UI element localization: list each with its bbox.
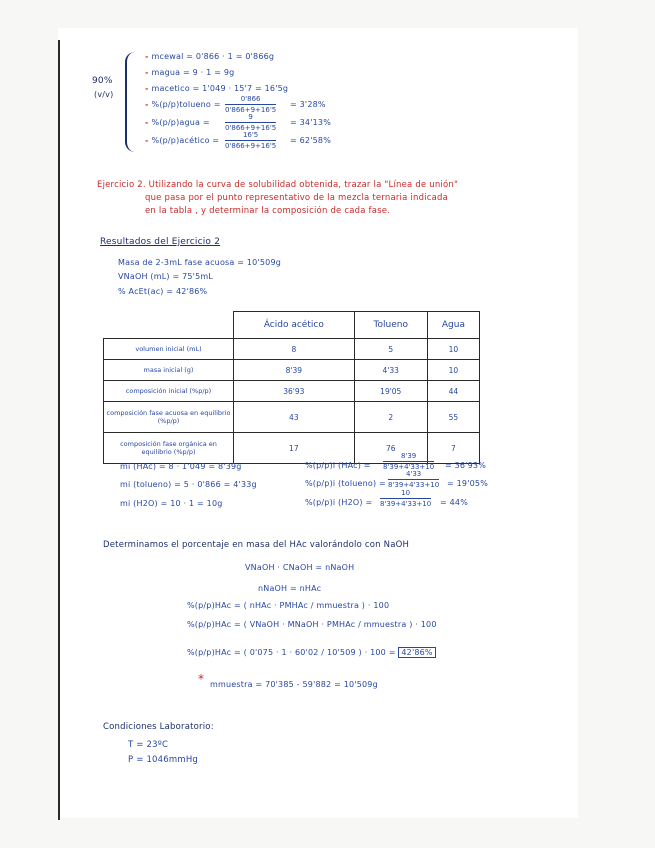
table-row xyxy=(104,360,480,381)
percent-frac-1: $\frac{0'866}{0'866+9+16'5}$ xyxy=(225,95,277,114)
table-cell: 55 xyxy=(427,402,479,433)
table-cell: 10 xyxy=(427,339,479,360)
comp-calc-2-frac: $\frac{4'33}{8'39+4'33+10}$ xyxy=(388,470,440,489)
percent-label: 90% xyxy=(92,76,113,86)
results-line-1: Masa de 2-3mL fase acuosa = 10'509g xyxy=(118,258,282,267)
result-box: 42'86% xyxy=(398,647,435,658)
table-header-water: Agua xyxy=(427,312,479,339)
comp-calc-1-prefix: %(p/p)i (HAc) = xyxy=(305,461,371,470)
results-line-2: VNaOH (mL) = 75'5mL xyxy=(118,272,214,281)
lab-pressure: P = 1046mmHg xyxy=(128,755,199,765)
table-header-toluene: Tolueno xyxy=(354,312,427,339)
table-cell: 19'05 xyxy=(354,381,427,402)
equation-4: %(p/p)HAc = ( VNaOH · MNaOH · PMHAc / mmuestra ) · 100 xyxy=(187,620,437,629)
exercise2-line-2: que pasa por el punto representativo de la mezcla ternaria indicada xyxy=(145,193,449,203)
table-cell: 2 xyxy=(354,402,427,433)
table-cell: 76 xyxy=(354,433,427,464)
percent-frac-2-result: = 34'13% xyxy=(290,118,332,127)
table-cell: 36'93 xyxy=(234,381,355,402)
percent-frac-3-prefix: - %(p/p)acético = xyxy=(145,136,220,145)
comp-calc-1-frac: $\frac{8'39}{8'39+4'33+10}$ xyxy=(383,452,435,471)
table-header-row xyxy=(104,312,480,339)
table-row xyxy=(104,339,480,360)
table-cell: 8'39 xyxy=(234,360,355,381)
results-line-3: % AcEt(ac) = 42'86% xyxy=(118,287,208,296)
table-cell: 8 xyxy=(234,339,355,360)
percent-line-2: - magua = 9 · 1 = 9g xyxy=(145,68,235,77)
percent-line-1: - mcewal = 0'866 · 1 = 0'866g xyxy=(145,52,275,61)
results-heading: Resultados del Ejercicio 2 xyxy=(100,237,221,247)
equation-1: VNaOH · CNaOH = nNaOH xyxy=(245,563,355,572)
exercise2-line-1: Ejercicio 2. Utilizando la curva de solubilidad obtenida, trazar la "Línea de unión" xyxy=(97,180,459,190)
curly-brace xyxy=(125,52,137,152)
row-label: composición fase acuosa en equilibrio (%p/p) xyxy=(104,402,234,433)
exercise2-line-3: en la tabla , y determinar la composición de cada fase. xyxy=(145,206,391,216)
equation-5: %(p/p)HAc = ( 0'075 · 1 · 60'02 / 10'509 ) · 100 = 42'86% xyxy=(187,648,436,657)
comp-calc-2-prefix: %(p/p)i (tolueno) = xyxy=(305,479,386,488)
lab-heading: Condiciones Laboratorio: xyxy=(103,722,214,732)
mass-calc-2: mi (tolueno) = 5 · 0'866 = 4'33g xyxy=(120,480,257,489)
percent-frac-2-prefix: - %(p/p)agua = xyxy=(145,118,210,127)
comp-calc-3-result: = 44% xyxy=(440,498,469,507)
percent-frac-1-result: = 3'28% xyxy=(290,100,326,109)
table-cell: 5 xyxy=(354,339,427,360)
percent-frac-2: $\frac{9}{0'866+9+16'5}$ xyxy=(225,113,277,132)
comp-calc-1-result: = 36'93% xyxy=(445,461,487,470)
table-cell: 17 xyxy=(234,433,355,464)
table-cell: 43 xyxy=(234,402,355,433)
comp-calc-2-result: = 19'05% xyxy=(447,479,489,488)
determination-heading: Determinamos el porcentaje en masa del HAc valorándolo con NaOH xyxy=(103,540,410,550)
equation-2: nNaOH = nHAc xyxy=(258,584,322,593)
table-cell: 10 xyxy=(427,360,479,381)
table-cell: 4'33 xyxy=(354,360,427,381)
mass-calc-3: mi (H2O) = 10 · 1 = 10g xyxy=(120,499,223,508)
table-row xyxy=(104,402,480,433)
comp-calc-3-prefix: %(p/p)i (H2O) = xyxy=(305,498,373,507)
vv-label: (v/v) xyxy=(94,90,114,99)
table-row xyxy=(104,381,480,402)
table-corner xyxy=(104,312,234,339)
lab-temperature: T = 23ºC xyxy=(128,740,169,750)
margin-line xyxy=(58,40,60,820)
table-header-acetic: Ácido acético xyxy=(234,312,355,339)
row-label: masa inicial (g) xyxy=(104,360,234,381)
results-table xyxy=(103,311,480,464)
comp-calc-3-frac: $\frac{10}{8'39+4'33+10}$ xyxy=(380,489,432,508)
table-cell: 44 xyxy=(427,381,479,402)
percent-frac-1-prefix: - %(p/p)tolueno = xyxy=(145,100,221,109)
sample-mass: mmuestra = 70'385 - 59'882 = 10'509g xyxy=(210,680,378,689)
percent-frac-3: $\frac{16'5}{0'866+9+16'5}$ xyxy=(225,131,277,150)
table-cell: 7 xyxy=(427,433,479,464)
row-label: composición inicial (%p/p) xyxy=(104,381,234,402)
row-label: composición fase orgánica en equilibrio (%p/p) xyxy=(104,433,234,464)
percent-line-3: - macetico = 1'049 · 15'7 = 16'5g xyxy=(145,84,289,93)
mass-calc-1: mi (HAc) = 8 · 1'049 = 8'39g xyxy=(120,462,242,471)
row-label: volumen inicial (mL) xyxy=(104,339,234,360)
star-mark: * xyxy=(198,672,205,686)
equation-3: %(p/p)HAc = ( nHAc · PMHAc / mmuestra ) · 100 xyxy=(187,601,390,610)
percent-frac-3-result: = 62'58% xyxy=(290,136,332,145)
